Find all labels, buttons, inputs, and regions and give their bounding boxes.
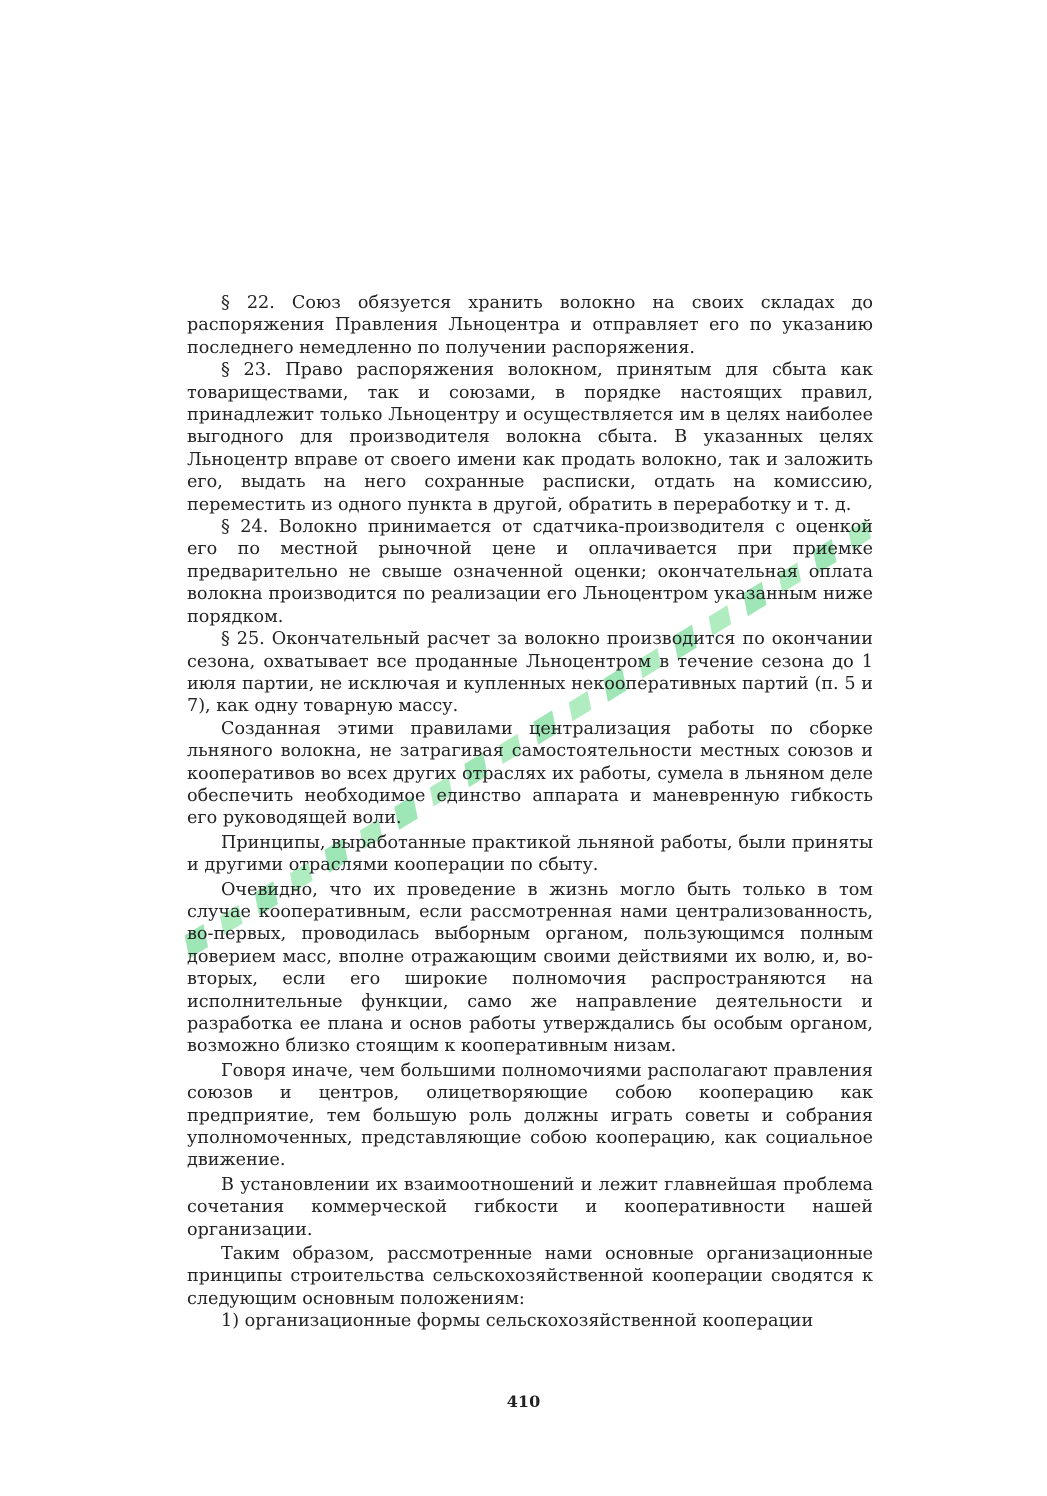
paragraph-centralization: Созданная этими правилами централизация работы по сборке льняного волокна, не затрагивая самостоятельности местных союзов и кооперативов во всех других отраслях их работы, сумела в льняном деле обеспечить необходимое единство аппарата и маневренную гибкость его руководящей воли. bbox=[187, 718, 873, 829]
paragraph-section-25: § 25. Окончательный расчет за волокно производится по окончании сезона, охватывает все проданные Льноцентром в течение сезона до 1 июля партии, не исключая и купленных некооперативных партий (п. 5 и 7), как одну товарную массу. bbox=[187, 629, 873, 717]
list-item-1: 1) организационные формы сельскохозяйственной кооперации bbox=[221, 1311, 814, 1332]
paragraph-relationships: В установлении их взаимоотношений и лежит главнейшая проблема сочетания коммерческой гибкости и кооперативности нашей организации. bbox=[187, 1174, 873, 1240]
page-number: 410 bbox=[506, 1392, 541, 1411]
paragraph-section-22: § 22. Союз обязуется хранить волокно на своих складах до распоряжения Правления Льноцентра и отправляет его по указанию последнего немедленно по получении распоряжения. bbox=[187, 293, 873, 358]
paragraph-evidently: Очевидно, что их проведение в жизнь могло быть только в том случае кооперативным, если рассмотренная нами централизованность, во-первых, проводилась выборным органом, пользующимся полным доверием масс, вполне отражающим своими действиями их волю, и, во-вторых, если его широкие полномочия распространяются на исполнительные функции, само же направление деятельности и разработка ее плана и основ работы утверждались бы особым органом, возможно близко стоящим к кооперативным низам. bbox=[187, 879, 873, 1057]
paragraph-summary: Таким образом, рассмотренные нами основные организационные принципы строительства сельскохозяйственной кооперации сводятся к следующим основным положениям: bbox=[187, 1244, 873, 1309]
paragraph-section-23: § 23. Право распоряжения волокном, принятым для сбыта как товариществами, так и союзами, в порядке настоящих правил, принадлежит только Льноцентру и осуществляется им в целях наиболее выгодного для производителя волокна сбыта. В указанных целях Льноцентр вправе от своего имени как продать волокно, так и заложить его, выдать на него сохранные расписки, отдать на комиссию, переместить из одного пункта в другой, обратить в переработку и т. д. bbox=[187, 360, 873, 515]
body-text bbox=[187, 292, 873, 1333]
paragraph-principles: Принципы, выработанные практикой льняной работы, были приняты и другими отраслями кооперации по сбыту. bbox=[187, 832, 873, 876]
paragraph-in-other-words: Говоря иначе, чем большими полномочиями располагают правления союзов и центров, олицетворяющие собою кооперацию как предприятие, тем большую роль должны играть советы и собрания уполномоченных, представляющие собою кооперацию, как социальное движение. bbox=[187, 1060, 873, 1171]
paragraph-section-24: § 24. Волокно принимается от сдатчика-производителя с оценкой его по местной рыночной цене и оплачивается при приемке предварительно не свыше означенной оценки; окончательная оплата волокна производится по реализации его Льноцентром указанным ниже порядком. bbox=[187, 517, 873, 627]
